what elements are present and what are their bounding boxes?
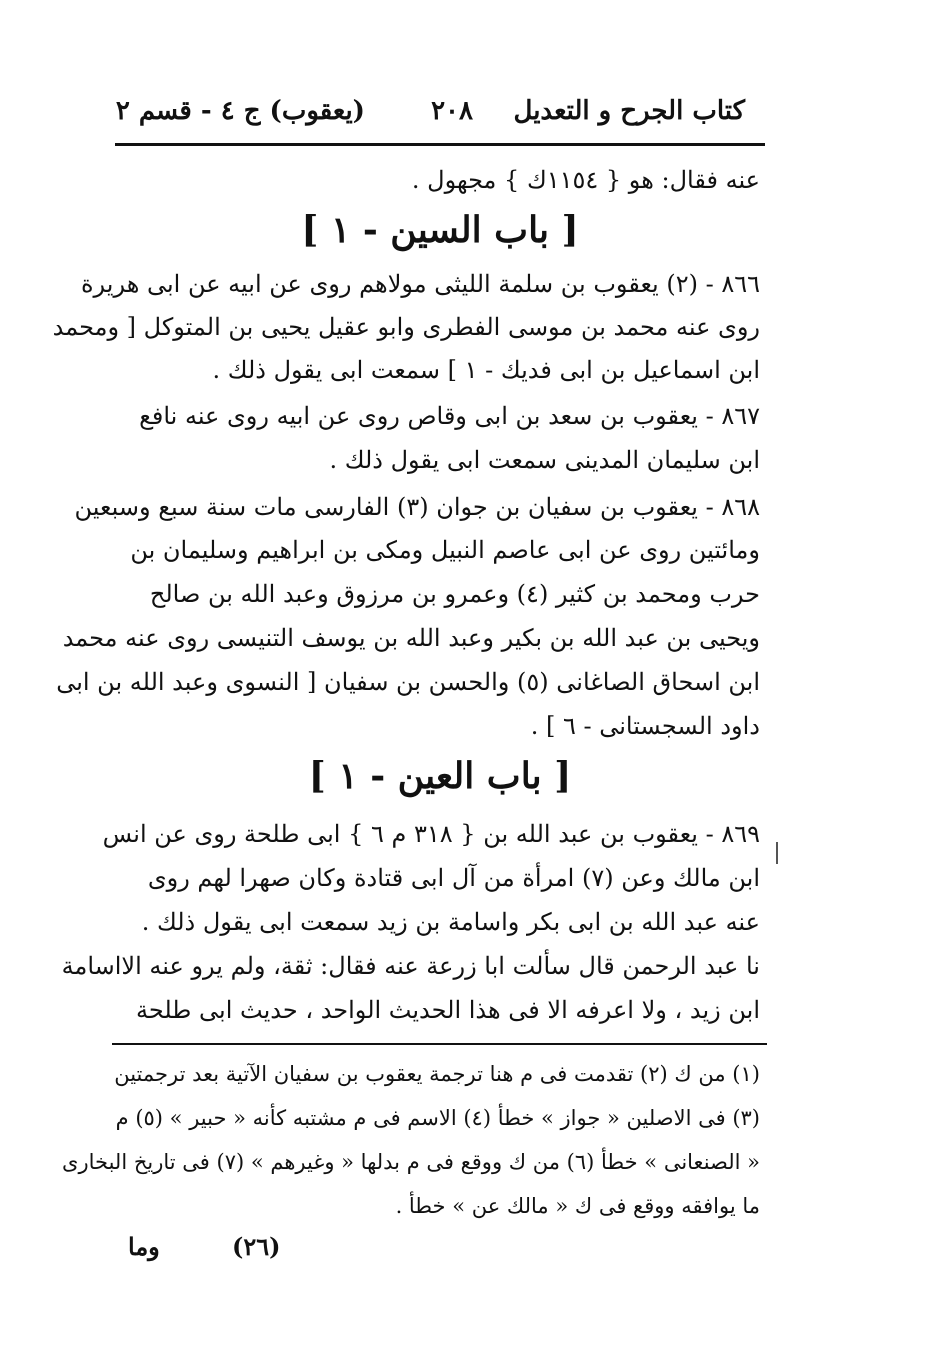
footnote-line: ما يوافقه ووقع فى ك « مالك عن » خطأ . (395, 1194, 760, 1218)
text-line: ابن اسحاق الصاغانى (٥) والحسن بن سفيان [ النسوى وعبد الله بن ابى (56, 668, 760, 696)
text-line: ابن زيد ، ولا اعرفه الا فى هذا الحديث الواحد ، حديث ابى طلحة (136, 996, 760, 1024)
header-rule (115, 143, 765, 146)
text-line: نا عبد الرحمن قال سألت ابا زرعة عنه فقال: ثقة، ولم يرو عنه الااسامة (61, 952, 760, 980)
book-title: كتاب الجرح و التعديل (513, 96, 745, 126)
chapter-heading-sin: [ باب السين - ١ ] (301, 209, 579, 251)
page-number: ٢٠٨ (431, 96, 473, 126)
text-line: روى عنه محمد بن موسى الفطرى وابو عقيل يحيى بن المتوكل [ ومحمد (52, 313, 760, 341)
entry-867: ٨٦٧ - يعقوب بن سعد بن ابى وقاص روى عن ابيه روى عنه نافع (139, 402, 760, 430)
footnote-line: (٣) فى الاصلين « جواز » خطأ (٤) الاسم فى م مشتبه كأنه « حبير » (٥) م (115, 1106, 760, 1130)
entry-868: ٨٦٨ - يعقوب بن سفيان بن جوان (٣) الفارسى مات سنة سبع وسبعين (74, 493, 760, 521)
text-line: ابن مالك وعن (٧) امرأة من آل ابى قتادة وكان صهرا لهم روى (147, 864, 760, 892)
chapter-heading-ain: [ باب العين - ١ ] (308, 755, 572, 797)
text-line: ابن سليمان المدينى سمعت ابى يقول ذلك . (329, 446, 760, 474)
entry-866: ٨٦٦ - (٢) يعقوب بن سلمة الليثى مولاهم روى عن ابيه عن ابى هريرة (80, 270, 760, 298)
footnote-line: « الصنعانى » خطأ (٦) من ك ووقع فى م بدلها « وغيرهم » (٧) فى تاريخ البخارى (62, 1150, 760, 1174)
section-reference: (يعقوب) ج ٤ - قسم ٢ (115, 96, 365, 126)
text-line: عنه عبد الله بن ابى بكر واسامة بن زيد سمعت ابى يقول ذلك . (141, 908, 760, 936)
catchword: وما (128, 1232, 160, 1261)
text-line: حرب ومحمد بن كثير (٤) وعمرو بن مرزوق وعبد الله بن صالح (149, 580, 760, 608)
margin-mark (776, 842, 778, 864)
footnote-rule (112, 1043, 767, 1045)
text-line: داود السجستانى - ٦ ] . (530, 712, 760, 740)
text-line: ابن اسماعيل بن ابى فديك - ١ ] سمعت ابى يقول ذلك . (212, 356, 760, 384)
signature-mark: (٢٦) (232, 1232, 281, 1261)
entry-869: ٨٦٩ - يعقوب بن عبد الله بن { ٣١٨ م ٦ } ابى طلحة روى عن انس (102, 820, 760, 848)
text-line: ويحيى بن عبد الله بن بكير وعبد الله بن يوسف التنيسى روى عنه محمد (62, 624, 760, 652)
footnote-line: (١) من ك (٢) تقدمت فى م هنا ترجمة يعقوب بن سفيان الآتية بعد ترجمتين (114, 1062, 760, 1086)
running-header (115, 96, 765, 140)
text-line: عنه فقال: هو { ١١٥٤ك } مجهول . (411, 166, 760, 194)
text-line: ومائتين روى عن ابى عاصم النبيل ومكى بن ابراهيم وسليمان بن (130, 536, 760, 564)
